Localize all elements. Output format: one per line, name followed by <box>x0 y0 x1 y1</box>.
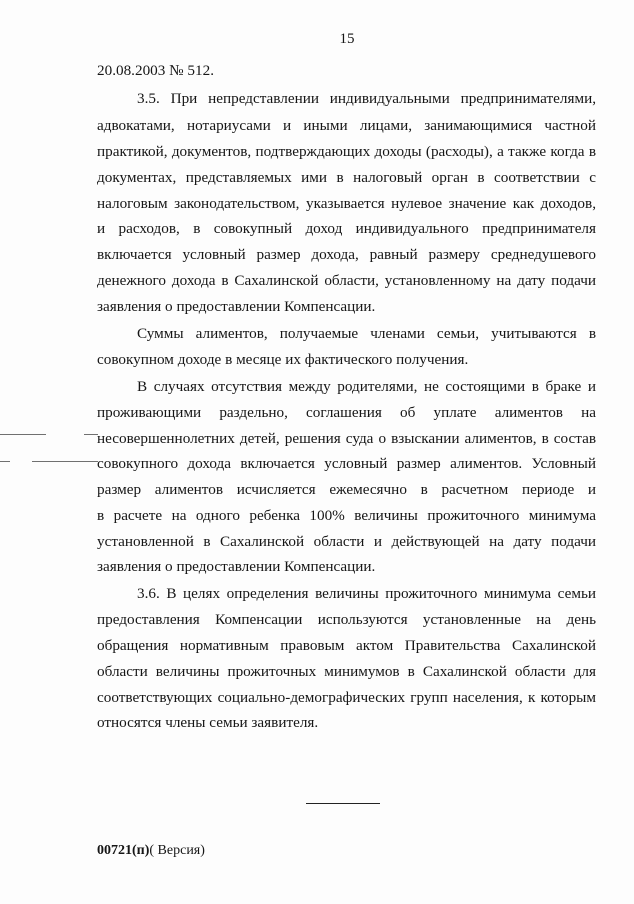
text-line-22: предоставления Компенсации используются установленные на день <box>97 611 596 628</box>
text-line-15: несовершеннолетних детей, решения суда о взыскании алиментов, в состав <box>97 430 596 447</box>
footer-code: 00721(п) <box>97 843 150 858</box>
footer-version: ( Версия) <box>149 843 205 858</box>
text-line-9: денежного дохода в Сахалинской области, установленному на дату подачи <box>97 272 596 289</box>
text-line-24: области величины прожиточных минимумов в Сахалинской области для <box>97 663 596 680</box>
margin-scan-mark-4 <box>32 461 98 462</box>
text-line-4: практикой, документов, подтверждающих доходы (расходы), а также когда в <box>97 143 596 160</box>
text-line-25: соответствующих социально-демографических групп населения, к которым <box>97 689 596 706</box>
text-line-26: относятся члены семьи заявителя. <box>97 714 319 731</box>
text-line-23: обращения нормативным правовым актом Правительства Сахалинской <box>97 637 596 654</box>
text-line-13: В случаях отсутствия между родителями, не состоящими в браке и <box>137 378 596 395</box>
text-line-5: документах, представляемых ими в налоговый орган в соответствии с <box>97 169 596 186</box>
margin-scan-mark-1 <box>0 434 46 435</box>
text-line-19: установленной в Сахалинской области и действующей на дату подачи <box>97 533 596 550</box>
text-line-8: включается условный размер дохода, равный размеру среднедушевого <box>97 246 596 263</box>
footer-document-code <box>97 843 205 859</box>
text-line-18: в расчете на одного ребенка 100% величины прожиточного минимума <box>97 507 596 524</box>
text-line-14: проживающими раздельно, соглашения об уплате алиментов на <box>97 404 596 421</box>
text-line-10: заявления о предоставлении Компенсации. <box>97 298 376 315</box>
text-line-12: совокупном доходе в месяце их фактического получения. <box>97 351 469 368</box>
text-line-20: заявления о предоставлении Компенсации. <box>97 558 376 575</box>
text-line-16: совокупного дохода включается условный размер алиментов. Условный <box>97 455 596 472</box>
margin-scan-mark-2 <box>84 434 98 435</box>
text-line-17: размер алиментов исчисляется ежемесячно в расчетном периоде и <box>97 481 596 498</box>
text-line-21: 3.6. В целях определения величины прожиточного минимума семьи <box>137 585 596 602</box>
text-line-11: Суммы алиментов, получаемые членами семьи, учитываются в <box>137 325 596 342</box>
text-line-2: 3.5. При непредставлении индивидуальными предпринимателями, <box>137 90 596 107</box>
text-line-1: 20.08.2003 № 512. <box>97 62 215 79</box>
page-number: 15 <box>339 31 355 47</box>
text-line-6: налоговым законодательством, указывается нулевое значение как доходов, <box>97 195 596 212</box>
footer-rule <box>306 803 380 804</box>
text-line-3: адвокатами, нотариусами и иными лицами, занимающимися частной <box>97 117 596 134</box>
margin-scan-mark-3 <box>0 461 10 462</box>
text-line-7: и расходов, в совокупный доход индивидуального предпринимателя <box>97 220 596 237</box>
